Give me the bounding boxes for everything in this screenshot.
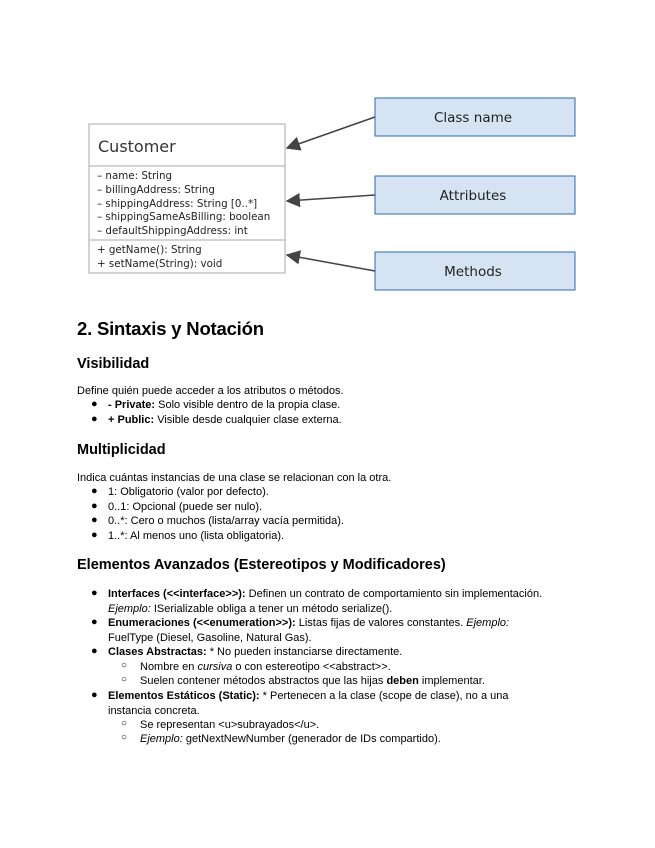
attribute-text: – billingAddress: String bbox=[97, 184, 215, 196]
sub-bullet: ○ bbox=[121, 674, 128, 685]
item-bold: - Private: bbox=[108, 399, 156, 411]
example-text: FuelType (Diesel, Gasoline, Natural Gas). bbox=[108, 631, 312, 644]
list-item bbox=[108, 398, 340, 413]
list-item: 1: Obligatorio (valor por defecto). bbox=[108, 486, 269, 498]
list-item: 0..*: Cero o muchos (lista/array vacía permitida). bbox=[108, 515, 344, 527]
arrow-attributes bbox=[287, 195, 375, 201]
bullet: ● bbox=[91, 689, 98, 701]
arrow-methods bbox=[287, 255, 375, 271]
heading-visibilidad: Visibilidad bbox=[77, 356, 150, 372]
item-text: Listas fijas de valores constantes. bbox=[295, 617, 467, 629]
visibilidad-intro: Define quién puede acceder a los atributos o métodos. bbox=[77, 385, 344, 397]
label-methods bbox=[375, 252, 575, 290]
method-text: + getName(): String bbox=[97, 244, 202, 256]
item-text: Solo visible dentro de la propia clase. bbox=[155, 399, 341, 411]
arrow-class-name bbox=[287, 117, 375, 148]
label-methods-text: Methods bbox=[444, 264, 502, 280]
bullet: ● bbox=[91, 529, 98, 541]
sub-item bbox=[140, 674, 485, 689]
section-title: 2. Sintaxis y Notación bbox=[77, 318, 264, 339]
list-item: 1..*: Al menos uno (lista obligatoria). bbox=[108, 530, 285, 542]
sub-text: getNextNewNumber (generador de IDs compartido). bbox=[182, 733, 441, 745]
sub-text: Nombre en bbox=[140, 661, 198, 673]
multiplicidad-intro: Indica cuántas instancias de una clase se relacionan con la otra. bbox=[77, 472, 392, 484]
bullet: ● bbox=[91, 645, 98, 657]
sub-bullet: ○ bbox=[121, 660, 128, 671]
sub-text: implementar. bbox=[418, 675, 485, 687]
list-item-abstractas bbox=[108, 645, 402, 660]
class-box bbox=[89, 124, 285, 273]
item-bold: Elementos Estáticos (Static): bbox=[108, 690, 260, 702]
sub-italic: Ejemplo: bbox=[140, 733, 183, 745]
item-text: Visible desde cualquier clase externa. bbox=[154, 414, 342, 426]
attribute-text: – shippingAddress: String [0..*] bbox=[97, 198, 258, 210]
sub-bullet: ○ bbox=[121, 732, 128, 743]
list-item-enumeraciones bbox=[108, 616, 588, 645]
heading-multiplicidad: Multiplicidad bbox=[77, 442, 166, 458]
sub-item: Se representan <u>subrayados</u>. bbox=[140, 719, 320, 731]
example-label: Ejemplo: bbox=[108, 602, 151, 615]
sub-italic: cursiva bbox=[197, 661, 233, 673]
bullet: ● bbox=[91, 398, 98, 410]
item-bold: Enumeraciones (<<enumeration>>): bbox=[108, 617, 296, 629]
list-item-interfaces bbox=[108, 587, 588, 616]
label-class-name-text: Class name bbox=[433, 110, 513, 126]
sub-item bbox=[140, 660, 391, 675]
item-text: * Pertenecen a la clase (scope de clase), no a una bbox=[259, 690, 509, 702]
item-bold: + Public: bbox=[108, 414, 155, 426]
list-item-estaticos bbox=[108, 689, 588, 718]
list-item: 0..1: Opcional (puede ser nulo). bbox=[108, 501, 263, 513]
bullet: ● bbox=[91, 413, 98, 425]
bullet: ● bbox=[91, 485, 98, 497]
bullet: ● bbox=[91, 514, 98, 526]
item-text: instancia concreta. bbox=[108, 704, 200, 717]
attribute-text: – defaultShippingAddress: int bbox=[97, 225, 248, 237]
sub-item bbox=[140, 732, 441, 747]
label-attributes-text: Attributes bbox=[439, 188, 507, 204]
example-label: Ejemplo: bbox=[466, 617, 510, 629]
uml-class-diagram bbox=[0, 0, 655, 300]
method-text: + setName(String): void bbox=[97, 258, 223, 270]
bullet: ● bbox=[91, 587, 98, 599]
bullet: ● bbox=[91, 616, 98, 628]
sub-text: o con estereotipo <<abstract>>. bbox=[232, 661, 391, 673]
bullet: ● bbox=[91, 500, 98, 512]
class-name-text: Customer bbox=[98, 137, 176, 156]
sub-text: Suelen contener métodos abstractos que las hijas bbox=[140, 675, 387, 687]
item-text: Definen un contrato de comportamiento sin implementación. bbox=[245, 588, 543, 600]
item-bold: Clases Abstractas: bbox=[108, 646, 207, 658]
attribute-text: – shippingSameAsBilling: boolean bbox=[97, 211, 271, 223]
example-text: ISerializable obliga a tener un método serialize(). bbox=[150, 602, 393, 615]
label-attributes bbox=[375, 176, 575, 214]
heading-avanzados: Elementos Avanzados (Estereotipos y Modificadores) bbox=[77, 557, 446, 573]
item-bold: Interfaces (<<interface>>): bbox=[108, 588, 246, 600]
sub-bold: deben bbox=[386, 675, 419, 687]
attribute-text: – name: String bbox=[97, 170, 173, 182]
item-text: * No pueden instanciarse directamente. bbox=[206, 646, 403, 658]
sub-bullet: ○ bbox=[121, 718, 128, 729]
list-item bbox=[108, 413, 342, 428]
label-class-name bbox=[375, 98, 575, 136]
